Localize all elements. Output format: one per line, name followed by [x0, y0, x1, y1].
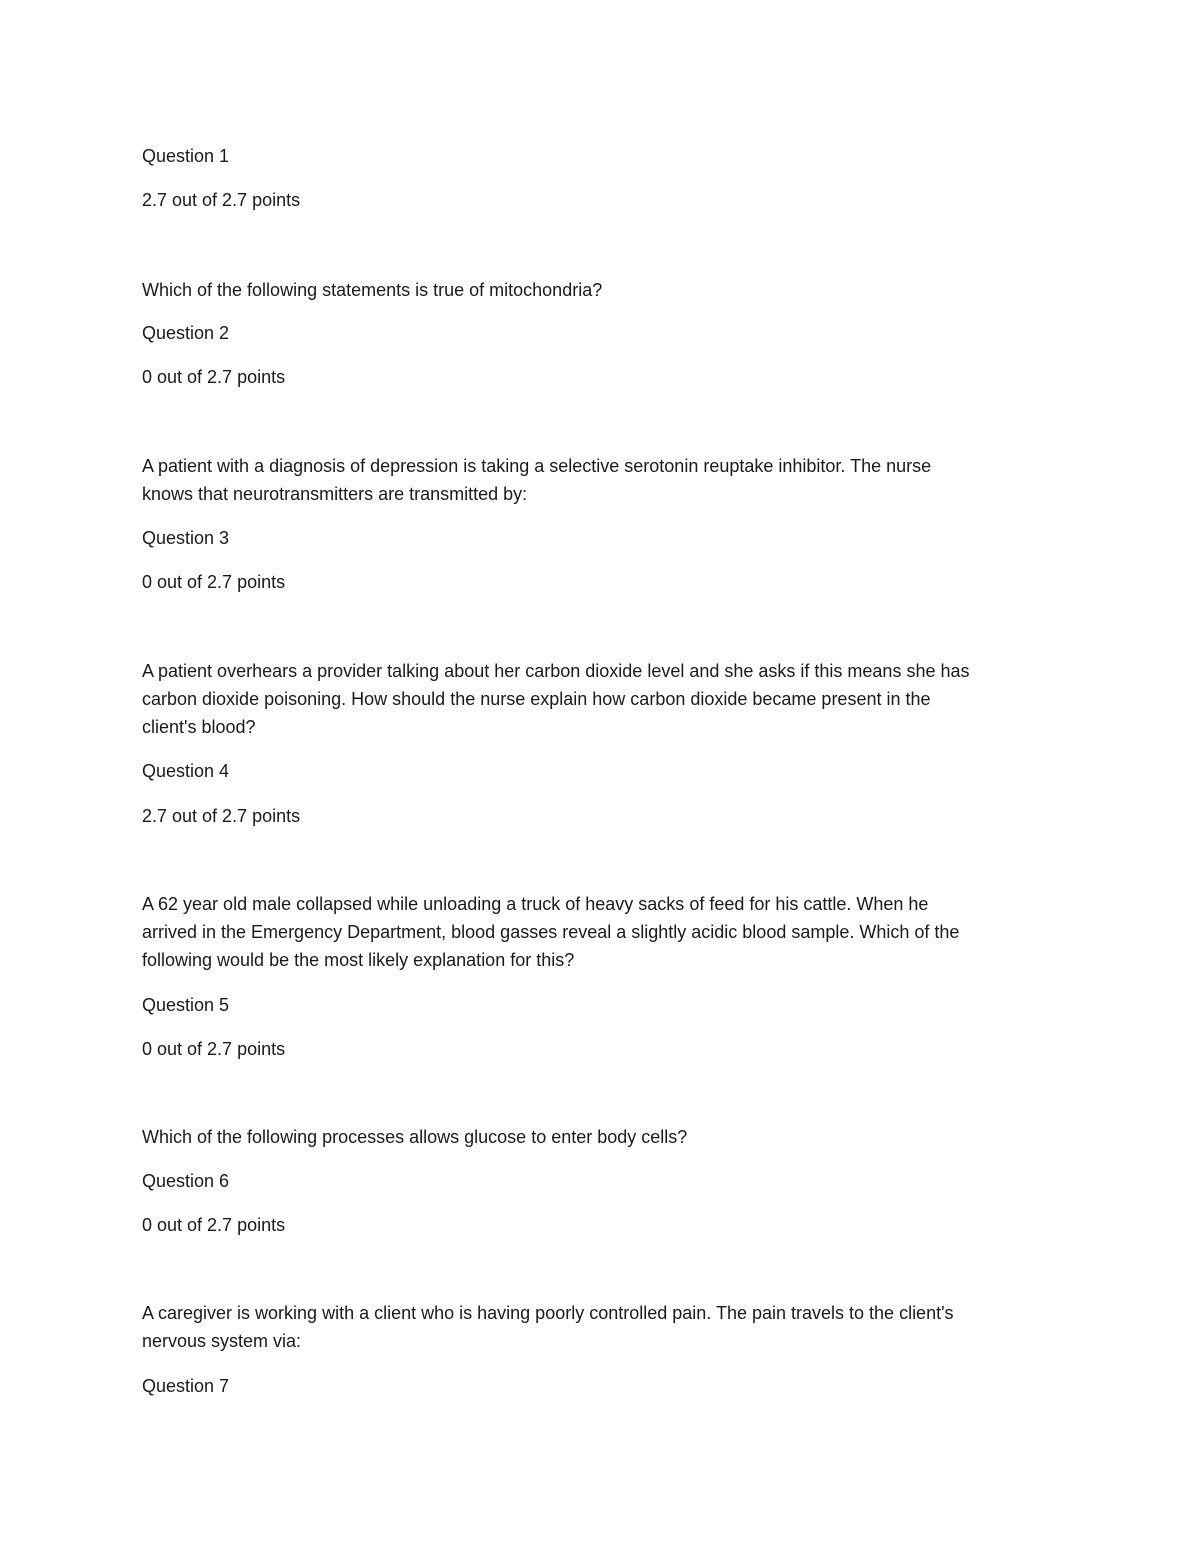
question-3-score: 0 out of 2.7 points: [142, 572, 286, 592]
question-3-text-line: carbon dioxide poisoning. How should the nurse explain how carbon dioxide became present in the: [142, 689, 931, 709]
question-5-text-line: Which of the following processes allows glucose to enter body cells?: [142, 1127, 688, 1147]
question-1-heading: Question 1: [142, 146, 230, 166]
question-6-text-line: nervous system via:: [142, 1331, 302, 1351]
question-2-heading: Question 2: [142, 323, 230, 343]
question-6-heading: Question 6: [142, 1171, 230, 1191]
question-2-text: [142, 452, 1062, 508]
question-5-score: 0 out of 2.7 points: [142, 1039, 286, 1059]
question-6-score: 0 out of 2.7 points: [142, 1215, 286, 1235]
question-1-text-line: Which of the following statements is true of mitochondria?: [142, 280, 603, 300]
question-2-text-line: A patient with a diagnosis of depression is taking a selective serotonin reuptake inhibitor. The nurse: [142, 456, 932, 476]
question-3-heading: Question 3: [142, 528, 230, 548]
question-4-text: [142, 890, 1062, 974]
question-2-text-line: knows that neurotransmitters are transmitted by:: [142, 484, 528, 504]
question-5-text: [142, 1123, 1062, 1151]
question-4-text-line: A 62 year old male collapsed while unloading a truck of heavy sacks of feed for his cattle. When he: [142, 894, 929, 914]
question-3-text-line: A patient overhears a provider talking about her carbon dioxide level and she asks if this means she has: [142, 661, 970, 681]
question-4-heading: Question 4: [142, 761, 230, 781]
question-3-text-line: client's blood?: [142, 717, 256, 737]
question-4-text-line: following would be the most likely explanation for this?: [142, 950, 575, 970]
question-4-text-line: arrived in the Emergency Department, blood gasses reveal a slightly acidic blood sample. Which of the: [142, 922, 960, 942]
question-7-heading: Question 7: [142, 1376, 230, 1396]
question-3-text: [142, 657, 1062, 741]
question-5-heading: Question 5: [142, 995, 230, 1015]
question-4-score: 2.7 out of 2.7 points: [142, 806, 301, 826]
question-1-score: 2.7 out of 2.7 points: [142, 190, 301, 210]
question-1-text: [142, 276, 1062, 304]
question-2-score: 0 out of 2.7 points: [142, 367, 286, 387]
question-6-text: [142, 1299, 1062, 1355]
question-6-text-line: A caregiver is working with a client who is having poorly controlled pain. The pain travels to the client's: [142, 1303, 954, 1323]
